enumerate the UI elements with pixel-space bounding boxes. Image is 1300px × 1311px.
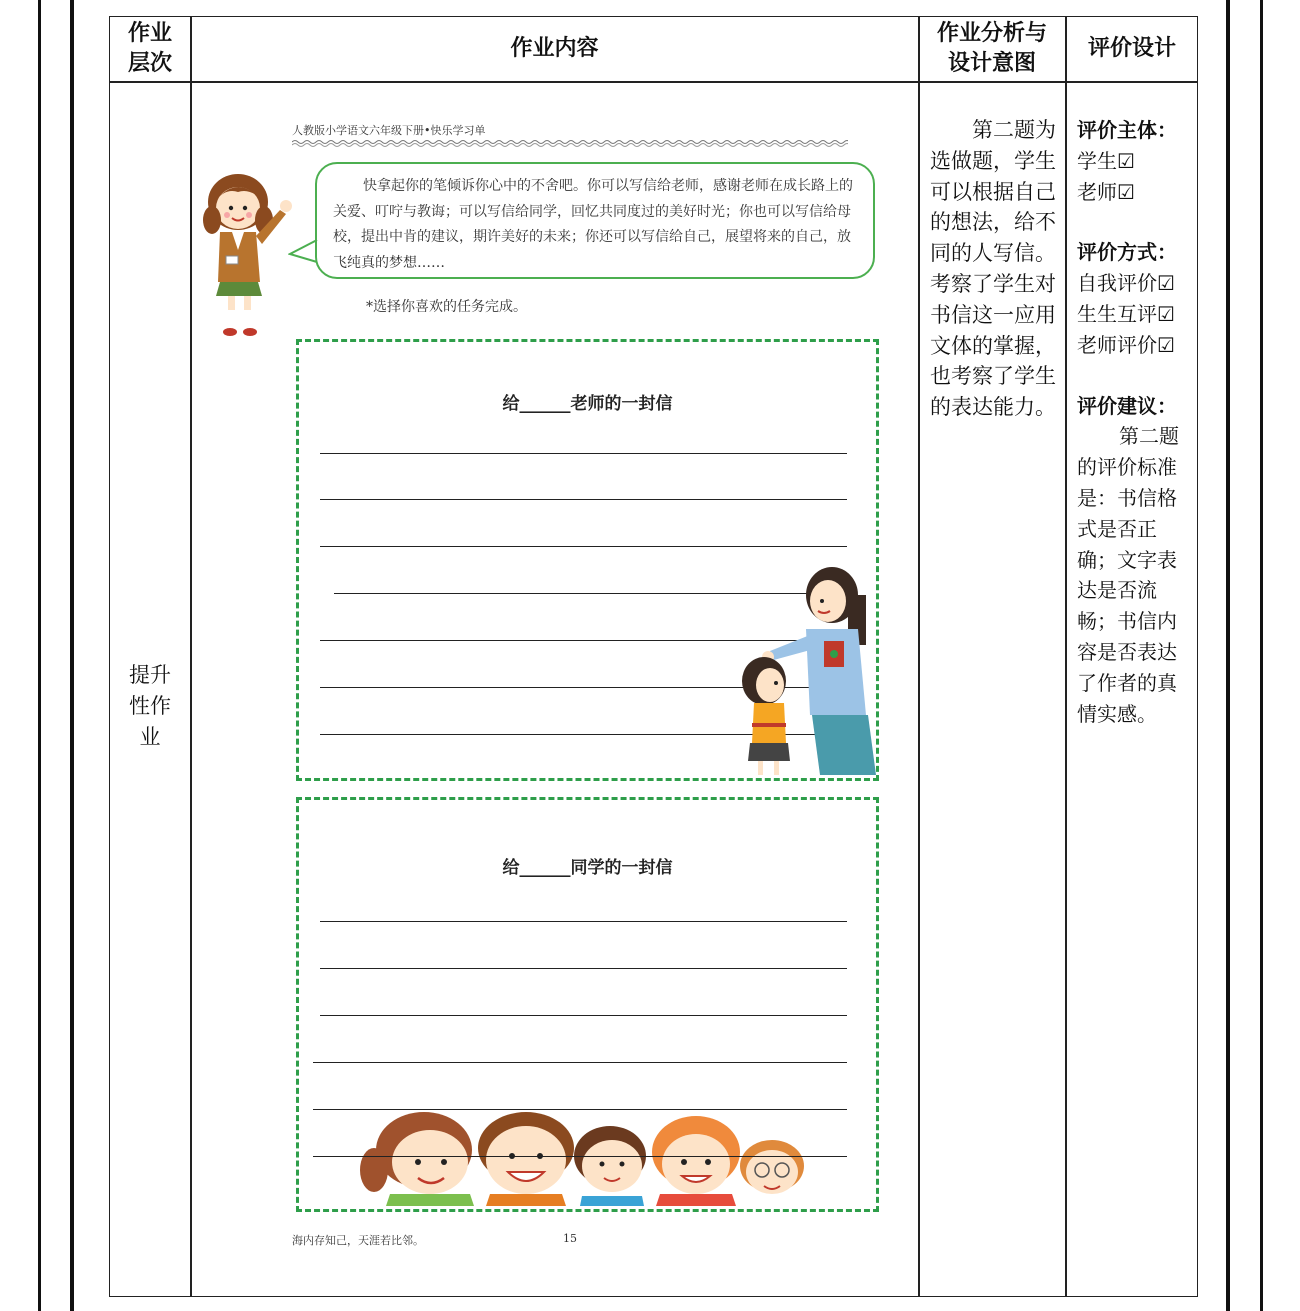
writing-line (320, 1015, 847, 1016)
worksheet-header: 人教版小学语文六年级下册•快乐学习单 (292, 124, 486, 137)
page-rule-right-outer (1260, 0, 1263, 1311)
writing-line (320, 968, 847, 969)
letter-title-classmate: 给______同学的一封信 (502, 858, 673, 878)
eval-method-item: 自我评价☑ (1077, 271, 1175, 296)
writing-line (320, 453, 847, 454)
letter-title-teacher: 给______老师的一封信 (502, 394, 673, 414)
writing-line (320, 921, 847, 922)
header-analysis: 作业分析与设计意图 (936, 20, 1047, 76)
eval-method-item: 老师评价☑ (1077, 332, 1175, 357)
teacher-and-child-illustration (740, 565, 880, 779)
page-rule-left-outer (38, 0, 41, 1311)
eval-method-item: 生生互评☑ (1077, 301, 1175, 326)
eval-advice-text: 第二题的评价标准是：书信格式是否正确；文字表达是否流畅；书信内容是否表达了作者的真情实感。 (1077, 424, 1179, 726)
table-col-divider (918, 16, 920, 1297)
analysis-text: 第二题为选做题，学生可以根据自己的想法，给不同的人写信。考察了学生对书信这一应用文体的掌握，也考察了学生的表达能力。 (930, 118, 1056, 420)
worksheet-footer: 海内存知己，天涯若比邻。 (292, 1234, 424, 1247)
girl-pointing-illustration (200, 170, 300, 342)
table-col-divider (190, 16, 192, 1297)
table-col-divider (1065, 16, 1067, 1297)
homework-level: 提升性作业 (129, 663, 171, 749)
worksheet-page-number: 15 (563, 1232, 577, 1245)
page-rule-right-inner (1226, 0, 1230, 1311)
writing-line (313, 1062, 847, 1063)
page-rule-left-inner (70, 0, 74, 1311)
header-level: 作业层次 (128, 20, 173, 76)
writing-line (313, 1156, 847, 1157)
table-header-divider (109, 81, 1198, 83)
wavy-divider (292, 139, 848, 147)
header-content: 作业内容 (510, 35, 599, 61)
eval-subject-item: 老师☑ (1077, 179, 1135, 204)
eval-subject-heading: 评价主体： (1077, 118, 1177, 142)
writing-line (320, 499, 847, 500)
writing-line (313, 1109, 847, 1110)
speech-bubble: 快拿起你的笔倾诉你心中的不舍吧。你可以写信给老师，感谢老师在成长路上的关爱、叮咛与教诲；可以写信给同学，回忆共同度过的美好时光；你也可以写信给母校，提出中肯的建议，期许美好的未来；你还可以写信给自己，展望将来的自己，放飞纯真的梦想…… (315, 162, 875, 279)
writing-line (320, 546, 847, 547)
eval-method-heading: 评价方式： (1077, 240, 1177, 265)
children-group-illustration (360, 1110, 820, 1206)
header-evaluation: 评价设计 (1087, 35, 1176, 61)
eval-advice-heading: 评价建议： (1077, 393, 1177, 418)
eval-subject-item: 学生☑ (1077, 148, 1135, 173)
evaluation-design (1077, 115, 1189, 729)
task-note: *选择你喜欢的任务完成。 (366, 299, 527, 315)
